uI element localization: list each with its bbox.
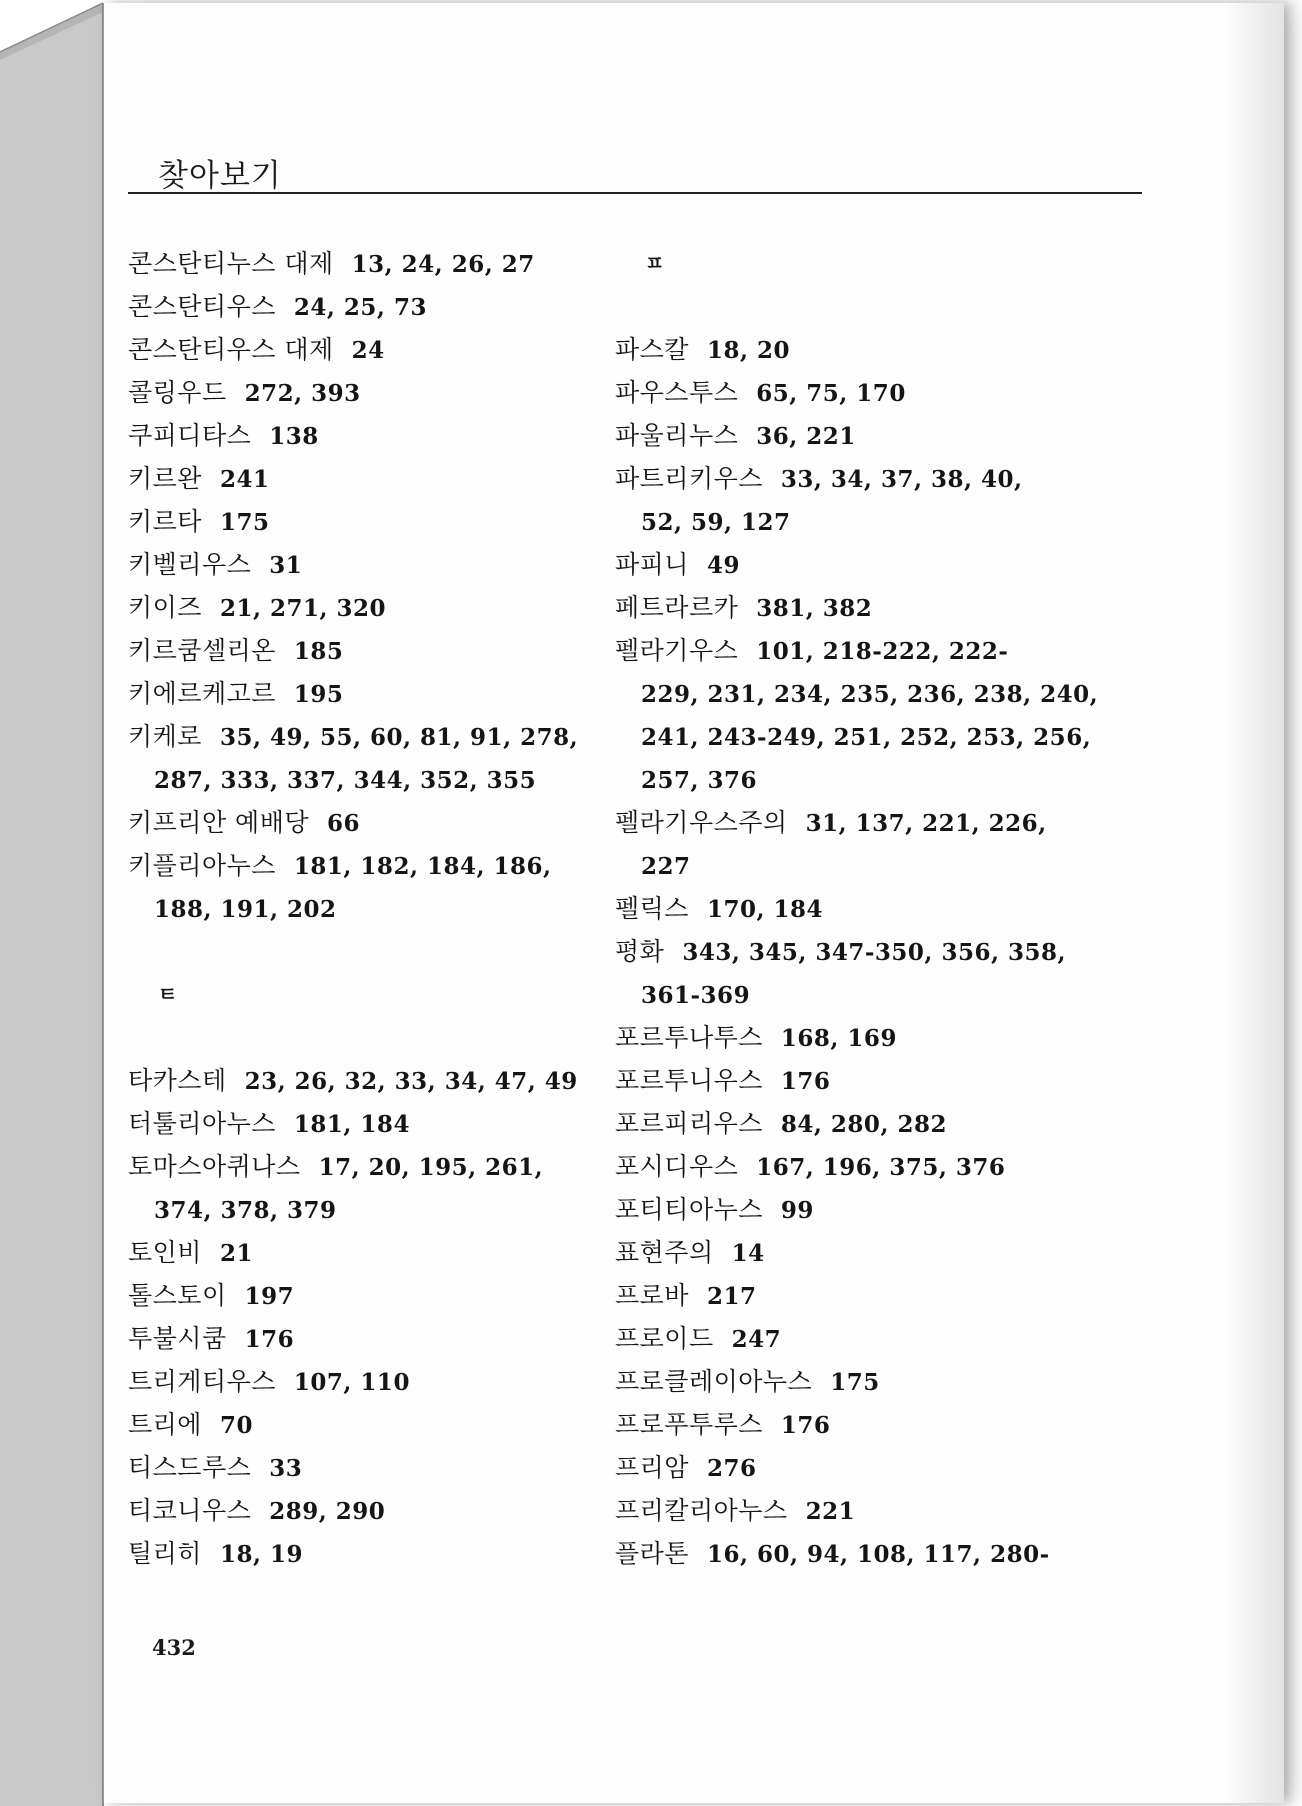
group-letter: ㅌ	[158, 982, 178, 1006]
index-entry	[128, 242, 588, 285]
index-term: 파피니	[615, 550, 689, 579]
index-entry-continuation	[128, 758, 588, 801]
index-entry	[615, 371, 1145, 414]
blank-line	[128, 930, 588, 973]
page-refs: 241	[219, 466, 270, 493]
index-entry	[615, 1274, 1145, 1317]
page-refs: 13, 24, 26, 27	[351, 251, 535, 278]
index-term: 콘스탄티우스	[128, 292, 276, 321]
index-entry	[615, 1059, 1145, 1102]
index-entry	[128, 1489, 588, 1532]
index-entry	[128, 844, 588, 887]
index-entry	[615, 1403, 1145, 1446]
index-term: 트리에	[128, 1410, 202, 1439]
page-refs: 188, 191, 202	[154, 896, 337, 923]
page-refs: 99	[780, 1197, 814, 1224]
index-entry	[615, 328, 1145, 371]
index-term: 콘스탄티누스 대제	[128, 249, 334, 278]
page-refs: 361-369	[641, 982, 751, 1009]
index-entry-continuation	[615, 973, 1145, 1016]
index-entry	[128, 1102, 588, 1145]
page-refs: 23, 26, 32, 33, 34, 47, 49	[244, 1068, 578, 1095]
index-term: 키플리아누스	[128, 851, 276, 880]
page-refs: 24	[351, 337, 385, 364]
index-term: 트리게티우스	[128, 1367, 276, 1396]
book-spine	[0, 0, 104, 1806]
index-entry	[615, 629, 1145, 672]
index-term: 타카스테	[128, 1066, 227, 1095]
page-refs: 65, 75, 170	[756, 380, 906, 407]
page-refs: 197	[244, 1283, 295, 1310]
index-entry	[615, 1231, 1145, 1274]
index-entry	[615, 801, 1145, 844]
group-letter: ㅍ	[645, 251, 665, 275]
index-entry	[615, 1102, 1145, 1145]
page-refs: 374, 378, 379	[154, 1197, 337, 1224]
page-refs: 181, 184	[293, 1111, 410, 1138]
page-heading: 찾아보기	[158, 158, 282, 194]
index-term: 키르완	[128, 464, 202, 493]
index-term: 파우스투스	[615, 378, 739, 407]
page-refs: 70	[219, 1412, 253, 1439]
index-term: 프로바	[615, 1281, 689, 1310]
index-entry	[128, 1059, 588, 1102]
page-refs: 181, 182, 184, 186,	[293, 853, 552, 880]
index-term: 파트리키우스	[615, 464, 763, 493]
page-refs: 176	[780, 1068, 831, 1095]
index-term: 파울리누스	[615, 421, 739, 450]
index-term: 콜링우드	[128, 378, 227, 407]
index-term: 키르쿰셀리온	[128, 636, 276, 665]
page-refs: 257, 376	[641, 767, 758, 794]
index-term: 키에르케고르	[128, 679, 276, 708]
index-entry	[615, 1016, 1145, 1059]
index-entry	[128, 672, 588, 715]
page-refs: 66	[327, 810, 361, 837]
index-entry	[128, 801, 588, 844]
index-term: 프리암	[615, 1453, 689, 1482]
page-refs: 52, 59, 127	[641, 509, 791, 536]
blank-line	[615, 285, 1145, 328]
page-refs: 36, 221	[756, 423, 856, 450]
page-refs: 185	[293, 638, 344, 665]
index-term: 펠라기우스	[615, 636, 739, 665]
index-term: 키프리안 예배당	[128, 808, 309, 837]
page-refs: 21	[219, 1240, 253, 1267]
index-column-left	[128, 242, 588, 1575]
blank-line	[128, 1016, 588, 1059]
index-term: 키이즈	[128, 593, 202, 622]
index-term: 포시디우스	[615, 1152, 739, 1181]
page-refs: 168, 169	[780, 1025, 897, 1052]
page-refs: 14	[731, 1240, 765, 1267]
page-refs: 31, 137, 221, 226,	[805, 810, 1047, 837]
index-term: 펠릭스	[615, 894, 689, 923]
page-refs: 343, 345, 347-350, 356, 358,	[682, 939, 1066, 966]
index-term: 톨스토이	[128, 1281, 227, 1310]
page-edge-shadow	[1224, 3, 1284, 1803]
index-entry	[128, 629, 588, 672]
index-entry	[128, 1532, 588, 1575]
index-entry	[128, 1446, 588, 1489]
page-refs: 221	[805, 1498, 856, 1525]
index-entry	[128, 1360, 588, 1403]
page-refs: 195	[293, 681, 344, 708]
index-entry	[128, 1403, 588, 1446]
index-entry	[128, 586, 588, 629]
index-column-right	[615, 242, 1145, 1575]
index-term: 표현주의	[615, 1238, 714, 1267]
page-refs: 21, 271, 320	[219, 595, 387, 622]
page-refs: 35, 49, 55, 60, 81, 91, 278,	[219, 724, 579, 751]
index-term: 키벨리우스	[128, 550, 252, 579]
page-refs: 272, 393	[244, 380, 361, 407]
index-entry-continuation	[615, 715, 1145, 758]
index-entry	[128, 371, 588, 414]
page-refs: 381, 382	[756, 595, 873, 622]
index-entry	[615, 887, 1145, 930]
index-entry	[615, 586, 1145, 629]
index-term: 프로이드	[615, 1324, 714, 1353]
index-term: 틸리히	[128, 1539, 202, 1568]
index-term: 쿠피디타스	[128, 421, 252, 450]
index-entry-continuation	[615, 758, 1145, 801]
index-entry	[128, 457, 588, 500]
page-refs: 101, 218-222, 222-	[756, 638, 1009, 665]
index-term: 티스드루스	[128, 1453, 252, 1482]
index-term: 토인비	[128, 1238, 202, 1267]
page-number: 432	[152, 1635, 196, 1660]
index-term: 펠라기우스주의	[615, 808, 788, 837]
page-refs: 33	[269, 1455, 303, 1482]
index-entry	[128, 328, 588, 371]
index-term: 토마스아퀴나스	[128, 1152, 301, 1181]
index-term: 티코니우스	[128, 1496, 252, 1525]
index-entry	[128, 1274, 588, 1317]
index-term: 평화	[615, 937, 665, 966]
page-refs: 84, 280, 282	[780, 1111, 947, 1138]
index-entry-continuation	[128, 1188, 588, 1231]
page-refs: 176	[780, 1412, 831, 1439]
page-refs: 49	[706, 552, 740, 579]
page-refs: 170, 184	[706, 896, 823, 923]
page-refs: 241, 243-249, 251, 252, 253, 256,	[641, 724, 1092, 751]
index-entry	[128, 543, 588, 586]
index-term: 프로푸투루스	[615, 1410, 763, 1439]
heading-rule	[128, 192, 1142, 194]
index-entry	[128, 414, 588, 457]
page-refs: 31	[269, 552, 303, 579]
page-refs: 18, 19	[219, 1541, 303, 1568]
page-refs: 16, 60, 94, 108, 117, 280-	[706, 1541, 1050, 1568]
index-term: 터툴리아누스	[128, 1109, 276, 1138]
index-entry	[615, 543, 1145, 586]
page-refs: 227	[641, 853, 691, 880]
page-refs: 176	[244, 1326, 295, 1353]
index-term: 키르타	[128, 507, 202, 536]
page-refs: 175	[830, 1369, 880, 1396]
index-entry	[128, 1317, 588, 1360]
index-term: 콘스탄티우스 대제	[128, 335, 334, 364]
page-refs: 276	[706, 1455, 757, 1482]
index-entry	[615, 1145, 1145, 1188]
index-entry	[615, 1489, 1145, 1532]
index-entry	[615, 1360, 1145, 1403]
index-term: 포르투나투스	[615, 1023, 763, 1052]
index-entry	[128, 285, 588, 328]
index-entry	[615, 1446, 1145, 1489]
index-entry-continuation	[615, 844, 1145, 887]
page-refs: 217	[706, 1283, 757, 1310]
index-term: 투불시쿰	[128, 1324, 227, 1353]
index-term: 페트라르카	[615, 593, 739, 622]
index-entry	[615, 1317, 1145, 1360]
page-refs: 138	[269, 423, 319, 450]
page-refs: 289, 290	[269, 1498, 386, 1525]
page-refs: 175	[219, 509, 270, 536]
index-entry	[615, 414, 1145, 457]
page-refs: 17, 20, 195, 261,	[318, 1154, 544, 1181]
page-refs: 18, 20	[706, 337, 790, 364]
index-entry	[128, 500, 588, 543]
page-refs: 24, 25, 73	[293, 294, 427, 321]
index-term: 키케로	[128, 722, 202, 751]
index-entry	[615, 457, 1145, 500]
page-refs: 287, 333, 337, 344, 352, 355	[154, 767, 537, 794]
index-entry-continuation	[128, 887, 588, 930]
page-refs: 167, 196, 375, 376	[756, 1154, 1006, 1181]
index-entry-continuation	[615, 500, 1145, 543]
index-entry	[128, 1145, 588, 1188]
index-term: 프로클레이아누스	[615, 1367, 813, 1396]
page-refs: 229, 231, 234, 235, 236, 238, 240,	[641, 681, 1099, 708]
index-term: 플라톤	[615, 1539, 689, 1568]
index-entry	[615, 1188, 1145, 1231]
index-entry	[615, 930, 1145, 973]
index-entry	[128, 715, 588, 758]
index-term: 포르투니우스	[615, 1066, 763, 1095]
page-refs: 107, 110	[293, 1369, 410, 1396]
index-entry-continuation	[615, 672, 1145, 715]
page-refs: 247	[731, 1326, 782, 1353]
index-term: 프리칼리아누스	[615, 1496, 788, 1525]
index-term: 포르피리우스	[615, 1109, 763, 1138]
index-entry	[615, 1532, 1145, 1575]
index-entry	[128, 1231, 588, 1274]
index-term: 포티티아누스	[615, 1195, 763, 1224]
index-term: 파스칼	[615, 335, 689, 364]
page-refs: 33, 34, 37, 38, 40,	[780, 466, 1023, 493]
